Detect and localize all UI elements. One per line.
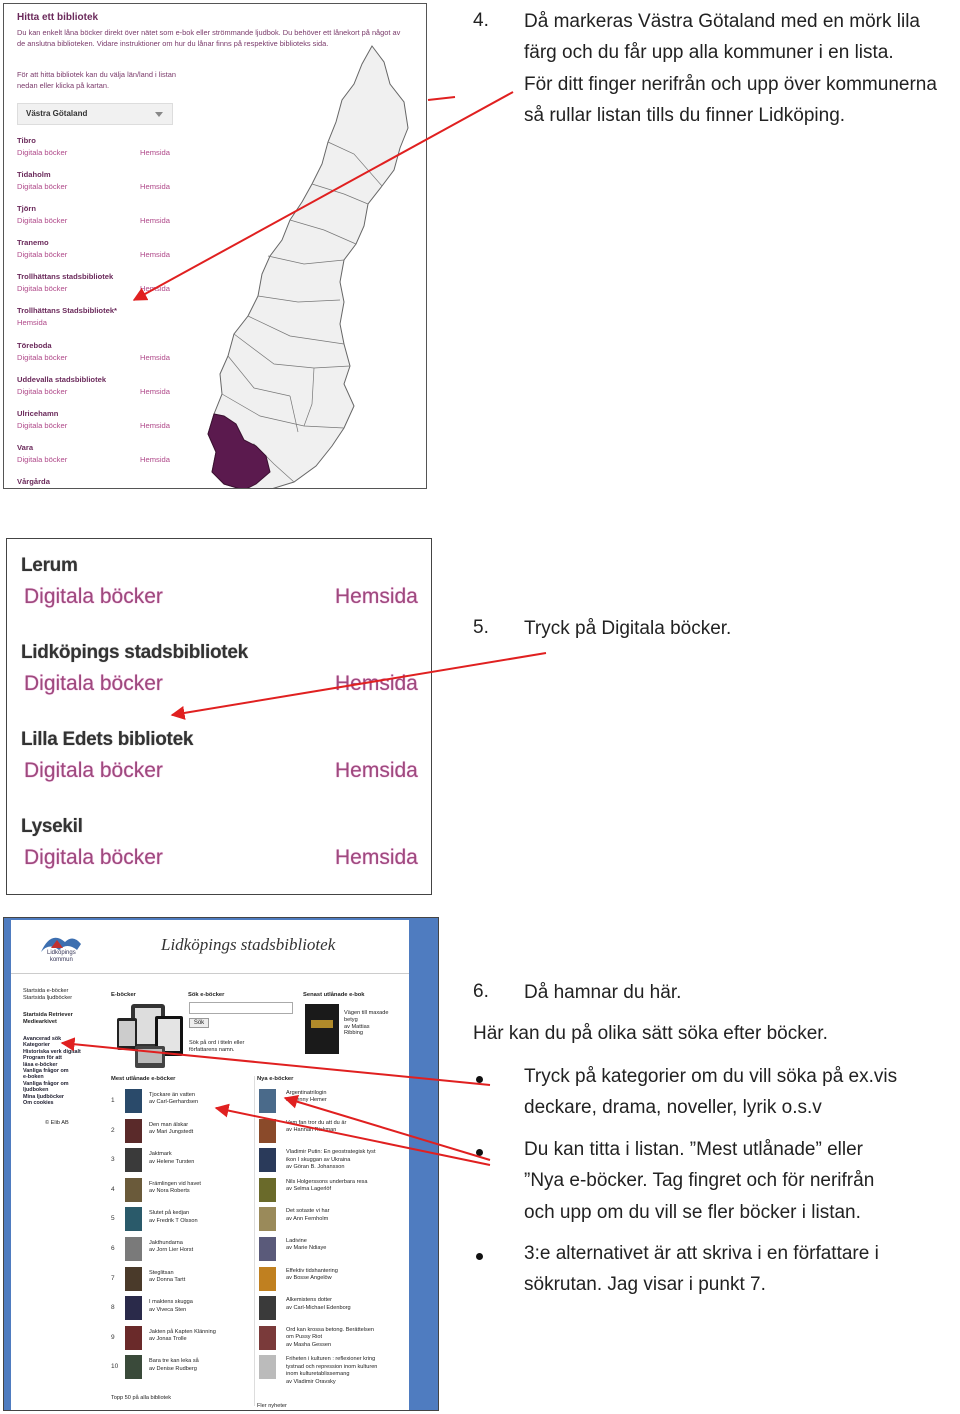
list-item xyxy=(17,443,197,464)
book-cover[interactable] xyxy=(259,1148,276,1172)
text-line: och upp om du vill se fler böcker i listan. xyxy=(524,1201,861,1223)
library-list-zoom xyxy=(6,538,432,895)
list-item xyxy=(21,816,418,869)
book-cover[interactable] xyxy=(259,1178,276,1202)
bullet xyxy=(476,1253,483,1260)
book-author: av Mari Jungstedt xyxy=(149,1129,194,1135)
rank-number: 4 xyxy=(111,1185,115,1193)
book-cover[interactable] xyxy=(125,1267,142,1291)
list-item xyxy=(17,170,197,191)
digital-books-link[interactable]: Digitala böcker xyxy=(24,672,163,695)
sidebar-menu xyxy=(23,1036,81,1106)
book-cover[interactable] xyxy=(125,1148,142,1172)
book-cover[interactable] xyxy=(259,1326,276,1350)
book-author: av Bosse Angelöw xyxy=(286,1275,332,1281)
list-item xyxy=(17,204,197,225)
library-name: Ulricehamn xyxy=(17,409,59,418)
library-name: Töreboda xyxy=(17,341,52,350)
step-number: 4. xyxy=(473,10,489,31)
chevron-down-icon xyxy=(155,112,163,117)
homepage-link[interactable]: Hemsida xyxy=(140,387,170,396)
rank-number: 5 xyxy=(111,1215,115,1223)
most-borrowed-more-link[interactable]: Topp 50 på alla bibliotek xyxy=(111,1395,172,1401)
book-entry[interactable] xyxy=(286,1356,377,1386)
rank-number: 3 xyxy=(111,1156,115,1164)
book-entry[interactable] xyxy=(286,1327,374,1349)
book-title: Nils Holgerssons underbara resa xyxy=(286,1178,368,1185)
book-title: Friheten i kulturen : reflexioner kring xyxy=(286,1356,376,1363)
sidebar-link[interactable]: Mediearkivet xyxy=(23,1018,57,1025)
digital-books-link[interactable]: Digitala böcker xyxy=(17,182,68,191)
logo-line: Lidköpings xyxy=(47,950,76,956)
rank-number: 6 xyxy=(111,1245,115,1252)
step6-text: Då hamnar du här. xyxy=(524,982,682,1003)
hint-line: Sök på ord i titeln eller xyxy=(189,1040,245,1046)
sidebar-mid xyxy=(23,1012,73,1026)
digital-books-link[interactable]: Digitala böcker xyxy=(24,759,163,782)
text-line: sökrutan. Jag visar i punkt 7. xyxy=(524,1274,766,1296)
step6-intro: Här kan du på olika sätt söka efter böcker. xyxy=(473,1023,828,1044)
rank-number: 2 xyxy=(111,1126,115,1134)
sidebar-top xyxy=(23,988,72,1002)
bullet-text xyxy=(524,1061,897,1124)
book-author: av Selma Lagerlöf xyxy=(286,1186,332,1193)
book-title: Vladimir Putin: En geostrategisk tyst xyxy=(286,1149,376,1156)
book-cover[interactable] xyxy=(125,1355,142,1379)
search-hint xyxy=(189,1040,244,1054)
text-line: färg och du får upp alla kommuner i en lista. xyxy=(524,42,894,64)
copyright: © Elib AB xyxy=(45,1120,69,1126)
search-heading: Sök e-böcker xyxy=(188,992,225,998)
latest-book-info xyxy=(344,1010,388,1037)
library-finder-screenshot xyxy=(3,3,427,489)
book-title: Jakthundarna xyxy=(149,1240,183,1246)
book-title: I maktens skugga xyxy=(149,1299,193,1306)
sidebar-item[interactable]: Historiska verk digitalt xyxy=(23,1048,81,1055)
book-entry[interactable] xyxy=(286,1208,330,1223)
sidebar-item-categories[interactable]: Kategorier xyxy=(23,1042,50,1049)
homepage-link[interactable]: Hemsida xyxy=(140,455,170,464)
book-cover[interactable] xyxy=(125,1237,142,1261)
arrow xyxy=(428,97,455,100)
sidebar-item[interactable]: Om cookies xyxy=(23,1100,54,1107)
rank-number: 7 xyxy=(111,1274,115,1282)
book-title: Ord kan krossa betong. Berättelsen xyxy=(286,1326,374,1333)
sidebar-link[interactable]: Startsida Retriever xyxy=(23,1012,73,1018)
finder-instruction: För att hitta bibliotek kan du välja län/land i listan nedan eller klicka på kartan. xyxy=(17,70,176,90)
list-item xyxy=(17,477,197,487)
book-cover[interactable] xyxy=(125,1207,142,1231)
homepage-link[interactable]: Hemsida xyxy=(140,421,170,430)
rank-number: 10 xyxy=(111,1363,119,1371)
homepage-link[interactable]: Hemsida xyxy=(335,672,418,695)
book-author: av Jorn Lier Horst xyxy=(149,1247,194,1254)
book-author: av Viveca Sten xyxy=(149,1306,187,1313)
book-cover[interactable] xyxy=(259,1267,276,1291)
digital-books-link[interactable]: Digitala böcker xyxy=(24,846,163,869)
search-button[interactable]: Sök xyxy=(189,1018,209,1028)
library-name: Lidköpings stadsbibliotek xyxy=(21,642,248,663)
homepage-link[interactable]: Hemsida xyxy=(140,353,170,362)
text-line: Du kan titta i listan. ”Mest utlånade” eller xyxy=(524,1139,863,1160)
step4-text xyxy=(524,6,937,131)
bullet-text xyxy=(524,1238,879,1301)
library-name: Lysekil xyxy=(21,816,83,837)
book-cover[interactable] xyxy=(125,1326,142,1350)
book-author: av Carl-Gerhardsen xyxy=(149,1099,199,1106)
book-title: Jaktmark xyxy=(149,1151,172,1158)
book-title: Det sotaste vi har xyxy=(286,1208,330,1215)
homepage-link[interactable]: Hemsida xyxy=(17,318,47,327)
homepage-link[interactable]: Hemsida xyxy=(140,250,170,259)
homepage-link[interactable]: Hemsida xyxy=(140,148,170,157)
library-name: Uddevalla stadsbibliotek xyxy=(17,375,107,384)
book-entry[interactable] xyxy=(286,1238,326,1253)
homepage-link[interactable]: Hemsida xyxy=(335,585,418,608)
new-ebooks-heading: Nya e-böcker xyxy=(257,1076,294,1082)
library-name: Tibro xyxy=(17,136,36,145)
sweden-map[interactable] xyxy=(194,44,427,489)
book-title[interactable]: betyg xyxy=(344,1016,358,1023)
sidebar-item[interactable]: e-boken xyxy=(23,1074,44,1081)
new-ebooks-more-link[interactable]: Fler nyheter xyxy=(257,1403,287,1409)
library-name: Vårgårda xyxy=(17,477,50,486)
book-entry[interactable] xyxy=(149,1299,193,1314)
book-author: av Jonas Trolle xyxy=(149,1336,187,1343)
book-entry[interactable] xyxy=(286,1149,376,1171)
book-title: Slutet på kedjan xyxy=(149,1210,190,1217)
book-entry[interactable] xyxy=(149,1210,198,1225)
bullet-text xyxy=(524,1134,874,1228)
book-author: av Denise Rudberg xyxy=(149,1365,197,1372)
book-title: om Pussy Riot xyxy=(286,1334,323,1341)
list-item xyxy=(17,238,197,259)
book-title: inom kulturetablissemang xyxy=(286,1371,350,1378)
text-line: deckare, drama, noveller, lyrik o.s.v xyxy=(524,1097,822,1119)
book-entry[interactable] xyxy=(286,1179,367,1194)
book-title: Argentinatrilogin xyxy=(286,1090,327,1096)
homepage-link[interactable]: Hemsida xyxy=(140,216,170,225)
book-cover[interactable] xyxy=(259,1296,276,1320)
book-entry[interactable] xyxy=(149,1151,194,1166)
library-name: Tranemo xyxy=(17,238,49,247)
homepage-link[interactable]: Hemsida xyxy=(335,759,418,782)
ebooks-heading: E-böcker xyxy=(111,992,136,998)
book-author: av Vladimir Oravsky xyxy=(286,1378,336,1385)
book-title: Effektiv tidshantering xyxy=(286,1267,338,1274)
book-title: ikon I skuggan av Ukraina xyxy=(286,1156,351,1163)
book-title[interactable]: Vägen till maxade xyxy=(344,1010,389,1016)
rank-number: 8 xyxy=(111,1304,115,1312)
latest-heading: Senast utlånade e-bok xyxy=(303,992,365,998)
book-title: Steglitsan xyxy=(149,1269,174,1276)
bullet xyxy=(476,1149,483,1156)
book-entry[interactable] xyxy=(149,1122,193,1137)
sidebar-item[interactable]: läsa e-böcker xyxy=(23,1061,58,1068)
digital-books-link[interactable]: Digitala böcker xyxy=(17,284,68,293)
book-cover[interactable] xyxy=(259,1207,276,1231)
sidebar-item[interactable]: Mina ljudböcker xyxy=(23,1093,65,1100)
bullet xyxy=(476,1076,483,1083)
text-line: ”Nya e-böcker. Tag fingret och för nerifrån xyxy=(524,1170,875,1192)
book-author: av Carl-Michael Edenborg xyxy=(286,1304,351,1311)
text-line: Då markeras Västra Götaland med en mörk lila xyxy=(524,11,920,32)
sidebar-link[interactable]: Startsida e-böcker xyxy=(23,988,69,994)
book-cover[interactable] xyxy=(125,1296,142,1320)
library-name: Lerum xyxy=(21,555,78,576)
digital-books-link[interactable]: Digitala böcker xyxy=(17,353,68,362)
book-title: Jakten på Kapten Klänning xyxy=(149,1328,216,1335)
region-select-value: Västra Götaland xyxy=(26,109,88,118)
digital-books-link[interactable]: Digitala böcker xyxy=(24,585,163,608)
book-entry[interactable] xyxy=(149,1358,199,1373)
ebook-site-page xyxy=(11,920,409,1410)
book-author: av Helene Tursten xyxy=(149,1158,195,1165)
book-entry[interactable] xyxy=(149,1092,198,1107)
most-borrowed-heading: Mest utlånade e-böcker xyxy=(111,1076,176,1082)
book-cover[interactable] xyxy=(305,1004,339,1054)
list-item xyxy=(17,375,197,396)
book-entry[interactable] xyxy=(149,1270,185,1285)
list-item xyxy=(21,642,418,695)
book-author: av Ann Fernholm xyxy=(286,1215,329,1222)
library-name: Tidaholm xyxy=(17,170,51,179)
step-number: 5. xyxy=(473,617,489,638)
region-select[interactable] xyxy=(17,103,173,125)
text-line: 3:e alternativet är att skriva i en författare i xyxy=(524,1243,879,1264)
hint-line: författarens namn. xyxy=(189,1046,235,1053)
book-cover[interactable] xyxy=(125,1119,142,1143)
finder-intro: Du kan enkelt låna böcker direkt över nätet som e-bok eller strömmande ljudbok. Du behöver ett lånekort på något av de anslutna biblioteken. Vidare instruktioner om hur du lånar finns på respektive biblioteks sida. xyxy=(17,28,401,48)
book-author: av Masha Gessen xyxy=(286,1341,332,1348)
book-entry[interactable] xyxy=(149,1181,201,1196)
list-item xyxy=(21,729,418,782)
library-name: Vara xyxy=(17,443,34,452)
homepage-link[interactable]: Hemsida xyxy=(140,182,170,191)
book-title: Ladivine xyxy=(286,1238,307,1244)
book-title: Tjockare än vatten xyxy=(149,1092,196,1098)
digital-books-link[interactable]: Digitala böcker xyxy=(17,421,68,430)
sidebar-item[interactable]: Vanliga frågor om xyxy=(23,1080,69,1087)
library-name: Trollhättans stadsbibliotek xyxy=(17,272,114,281)
book-author: av Jenny Hemer xyxy=(286,1097,327,1104)
book-title: tystnad och repression inom kulturen xyxy=(286,1363,378,1370)
library-name: Lilla Edets bibliotek xyxy=(21,729,194,750)
book-entry[interactable] xyxy=(286,1090,327,1105)
digital-books-link[interactable]: Digitala böcker xyxy=(17,387,68,396)
ereader-devices-icon xyxy=(115,1002,187,1072)
finder-heading: Hitta ett bibliotek xyxy=(17,12,99,23)
digital-books-link[interactable]: Digitala böcker xyxy=(17,216,68,225)
list-item xyxy=(17,272,197,293)
site-title: Lidköpings stadsbibliotek xyxy=(161,935,336,954)
list-item xyxy=(17,409,197,430)
list-item xyxy=(21,555,418,608)
search-input[interactable] xyxy=(189,1002,293,1014)
book-entry[interactable] xyxy=(286,1297,351,1312)
book-cover[interactable] xyxy=(259,1237,276,1261)
book-author: av Hannah Rickman xyxy=(286,1127,337,1133)
book-cover[interactable] xyxy=(259,1355,276,1379)
sidebar-item-advanced-search[interactable]: Avancerad sök xyxy=(23,1036,62,1042)
sidebar-item[interactable]: Program för att xyxy=(23,1055,62,1062)
book-title: Den man älskar xyxy=(149,1121,189,1128)
text-line: För ditt finger nerifrån och upp över kommunerna xyxy=(524,73,937,95)
list-item xyxy=(17,306,197,327)
book-title: Främlingen vid havet xyxy=(149,1180,201,1187)
step5-text: Tryck på Digitala böcker. xyxy=(524,618,732,639)
book-entry[interactable] xyxy=(149,1240,193,1255)
step-number: 6. xyxy=(473,981,489,1002)
book-entry[interactable] xyxy=(149,1329,216,1344)
book-entry[interactable] xyxy=(286,1120,346,1135)
library-name: Tjörn xyxy=(17,204,36,213)
digital-books-link[interactable]: Digitala böcker xyxy=(17,455,68,464)
digital-books-link[interactable]: Digitala böcker xyxy=(17,250,68,259)
homepage-link[interactable]: Hemsida xyxy=(140,284,170,293)
book-author: av Nora Roberts xyxy=(149,1188,190,1195)
book-cover[interactable] xyxy=(125,1178,142,1202)
book-cover[interactable] xyxy=(259,1119,276,1143)
list-item xyxy=(17,136,197,157)
sidebar-item[interactable]: ljudboken xyxy=(23,1087,49,1094)
book-author: av Donna Tartt xyxy=(149,1277,186,1283)
digital-books-link[interactable]: Digitala böcker xyxy=(17,148,68,157)
book-cover[interactable] xyxy=(259,1089,276,1113)
sidebar-item[interactable]: Vanliga frågor om xyxy=(23,1068,69,1075)
book-title: Vem fan tror du att du är xyxy=(286,1119,347,1126)
book-author: av Göran B. Johansson xyxy=(286,1164,345,1170)
book-author: av Marie Ndiaye xyxy=(286,1245,327,1252)
text-line: så rullar listan tills du finner Lidköping. xyxy=(524,104,846,126)
rank-number: 9 xyxy=(111,1333,115,1341)
homepage-link[interactable]: Hemsida xyxy=(335,846,418,869)
site-header xyxy=(11,920,409,974)
list-item xyxy=(17,341,197,362)
book-cover[interactable] xyxy=(125,1089,142,1113)
book-author: av Fredrik T Olsson xyxy=(149,1217,198,1224)
library-name: Trollhättans Stadsbibliotek* xyxy=(17,306,118,315)
logo-text xyxy=(47,950,76,964)
ebook-site-screenshot xyxy=(3,917,439,1411)
book-title: Bara tre kan leka så xyxy=(149,1358,199,1365)
book-author: av Mattias xyxy=(344,1023,370,1030)
text-line: Tryck på kategorier om du vill söka på ex.vis xyxy=(524,1066,898,1087)
book-entry[interactable] xyxy=(286,1268,338,1283)
logo-line: kommun xyxy=(49,957,73,963)
book-title: Alkemistens dotter xyxy=(286,1297,333,1304)
sidebar-link[interactable]: Startsida ljudböcker xyxy=(23,994,73,1001)
book-author: Ribbing xyxy=(344,1030,363,1037)
column-divider xyxy=(254,1076,255,1406)
rank-number: 1 xyxy=(111,1097,115,1104)
